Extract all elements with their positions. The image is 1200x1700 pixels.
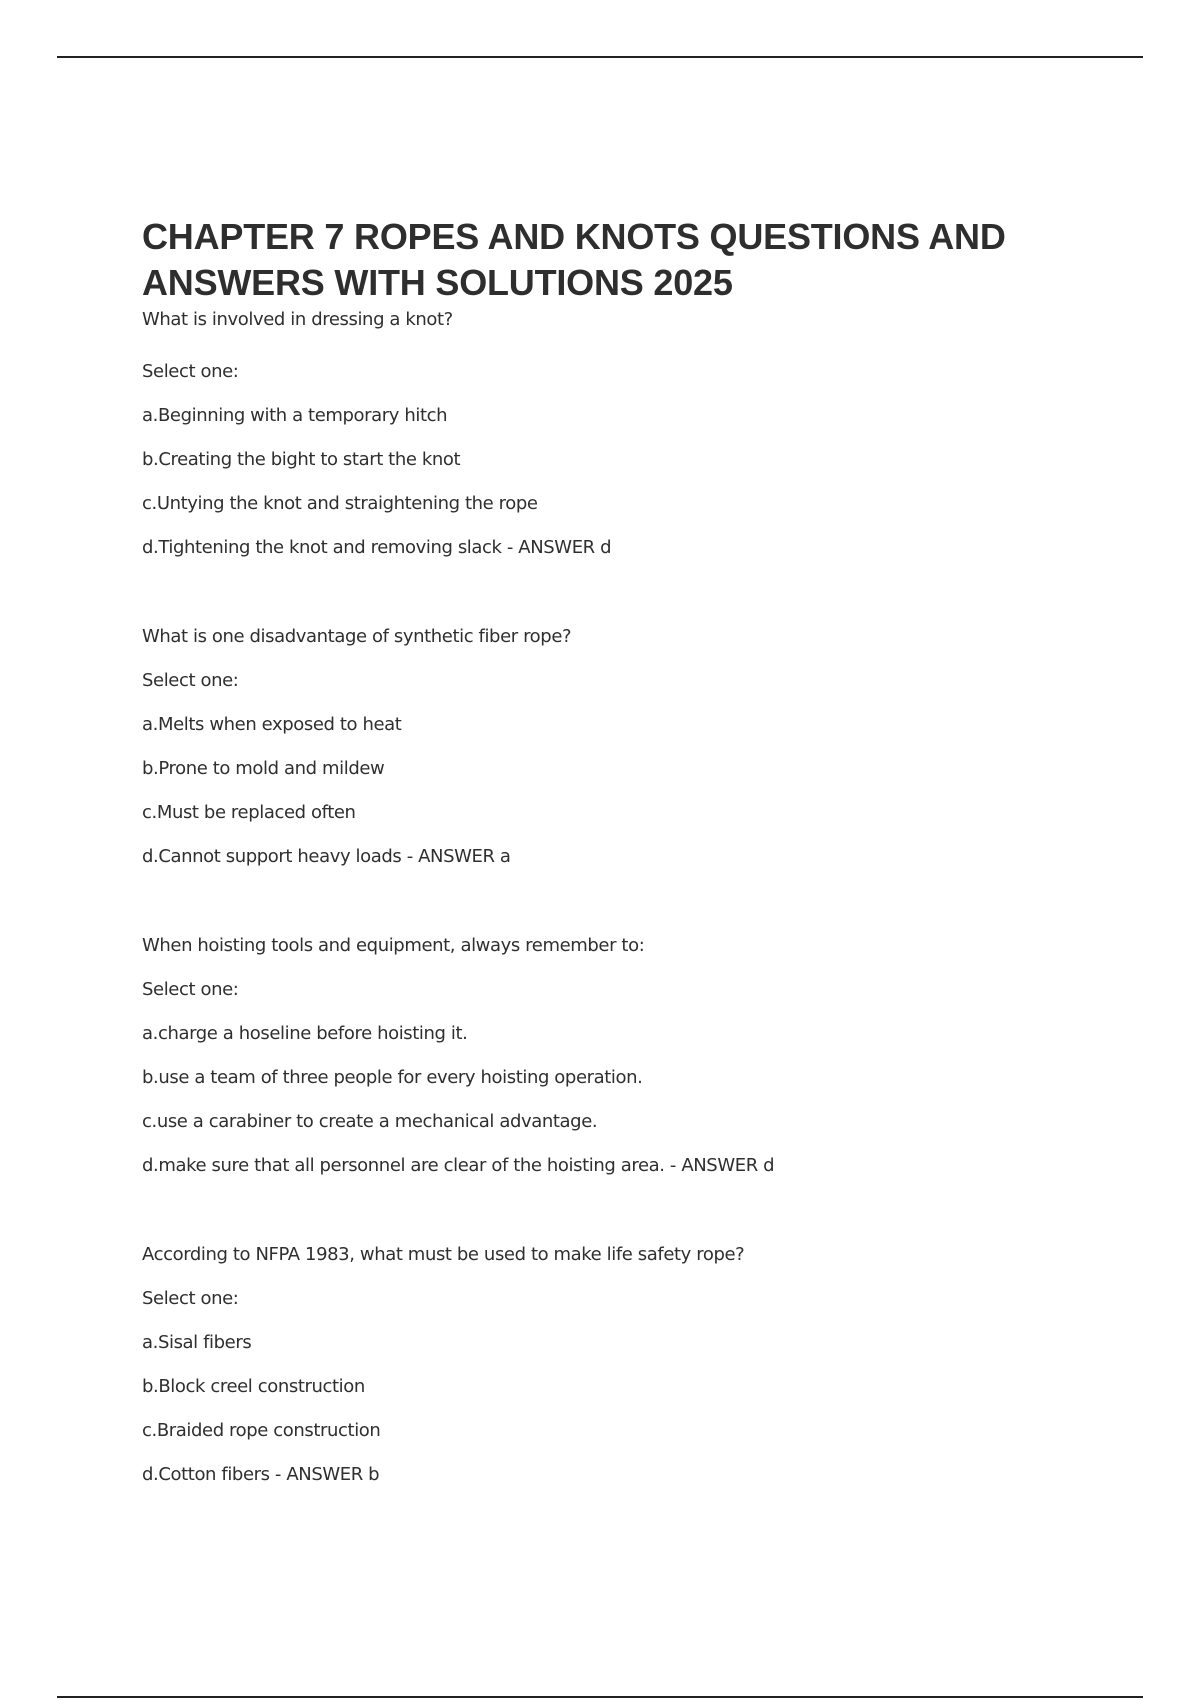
option-c: c.use a carabiner to create a mechanical advantage. <box>142 1111 598 1132</box>
select-prompt: Select one: <box>142 361 239 382</box>
option-a: a.Sisal fibers <box>142 1332 252 1353</box>
question-block <box>142 615 1082 879</box>
option-a: a.charge a hoseline before hoisting it. <box>142 1023 468 1044</box>
document-title: CHAPTER 7 ROPES AND KNOTS QUESTIONS AND ANSWERS WITH SOLUTIONS 2025 <box>142 216 1006 303</box>
question-text: According to NFPA 1983, what must be used to make life safety rope? <box>142 1244 745 1265</box>
question-block <box>142 1233 1082 1497</box>
question-block <box>142 924 1082 1188</box>
select-prompt: Select one: <box>142 1288 239 1309</box>
option-d-with-answer: d.make sure that all personnel are clear of the hoisting area. - ANSWER d <box>142 1155 775 1176</box>
footer-rule <box>57 1696 1143 1698</box>
spacer <box>142 570 1082 615</box>
option-b: b.Prone to mold and mildew <box>142 758 385 779</box>
question-text: What is one disadvantage of synthetic fiber rope? <box>142 626 572 647</box>
option-b: b.Creating the bight to start the knot <box>142 449 461 470</box>
option-b: b.use a team of three people for every hoisting operation. <box>142 1067 643 1088</box>
question-block <box>142 306 1082 570</box>
option-a: a.Melts when exposed to heat <box>142 714 402 735</box>
option-c: c.Braided rope construction <box>142 1420 381 1441</box>
option-d-with-answer: d.Cotton fibers - ANSWER b <box>142 1464 380 1485</box>
option-d-with-answer: d.Cannot support heavy loads - ANSWER a <box>142 846 511 867</box>
select-prompt: Select one: <box>142 670 239 691</box>
select-prompt: Select one: <box>142 979 239 1000</box>
question-text: When hoisting tools and equipment, always remember to: <box>142 935 645 956</box>
question-text: What is involved in dressing a knot? <box>142 309 453 330</box>
option-d-with-answer: d.Tightening the knot and removing slack - ANSWER d <box>142 537 612 558</box>
option-c: c.Must be replaced often <box>142 802 356 823</box>
option-b: b.Block creel construction <box>142 1376 365 1397</box>
spacer <box>142 879 1082 924</box>
spacer <box>142 1188 1082 1233</box>
option-a: a.Beginning with a temporary hitch <box>142 405 448 426</box>
header-rule <box>57 56 1143 58</box>
option-c: c.Untying the knot and straightening the rope <box>142 493 538 514</box>
document-content <box>142 214 1082 1497</box>
